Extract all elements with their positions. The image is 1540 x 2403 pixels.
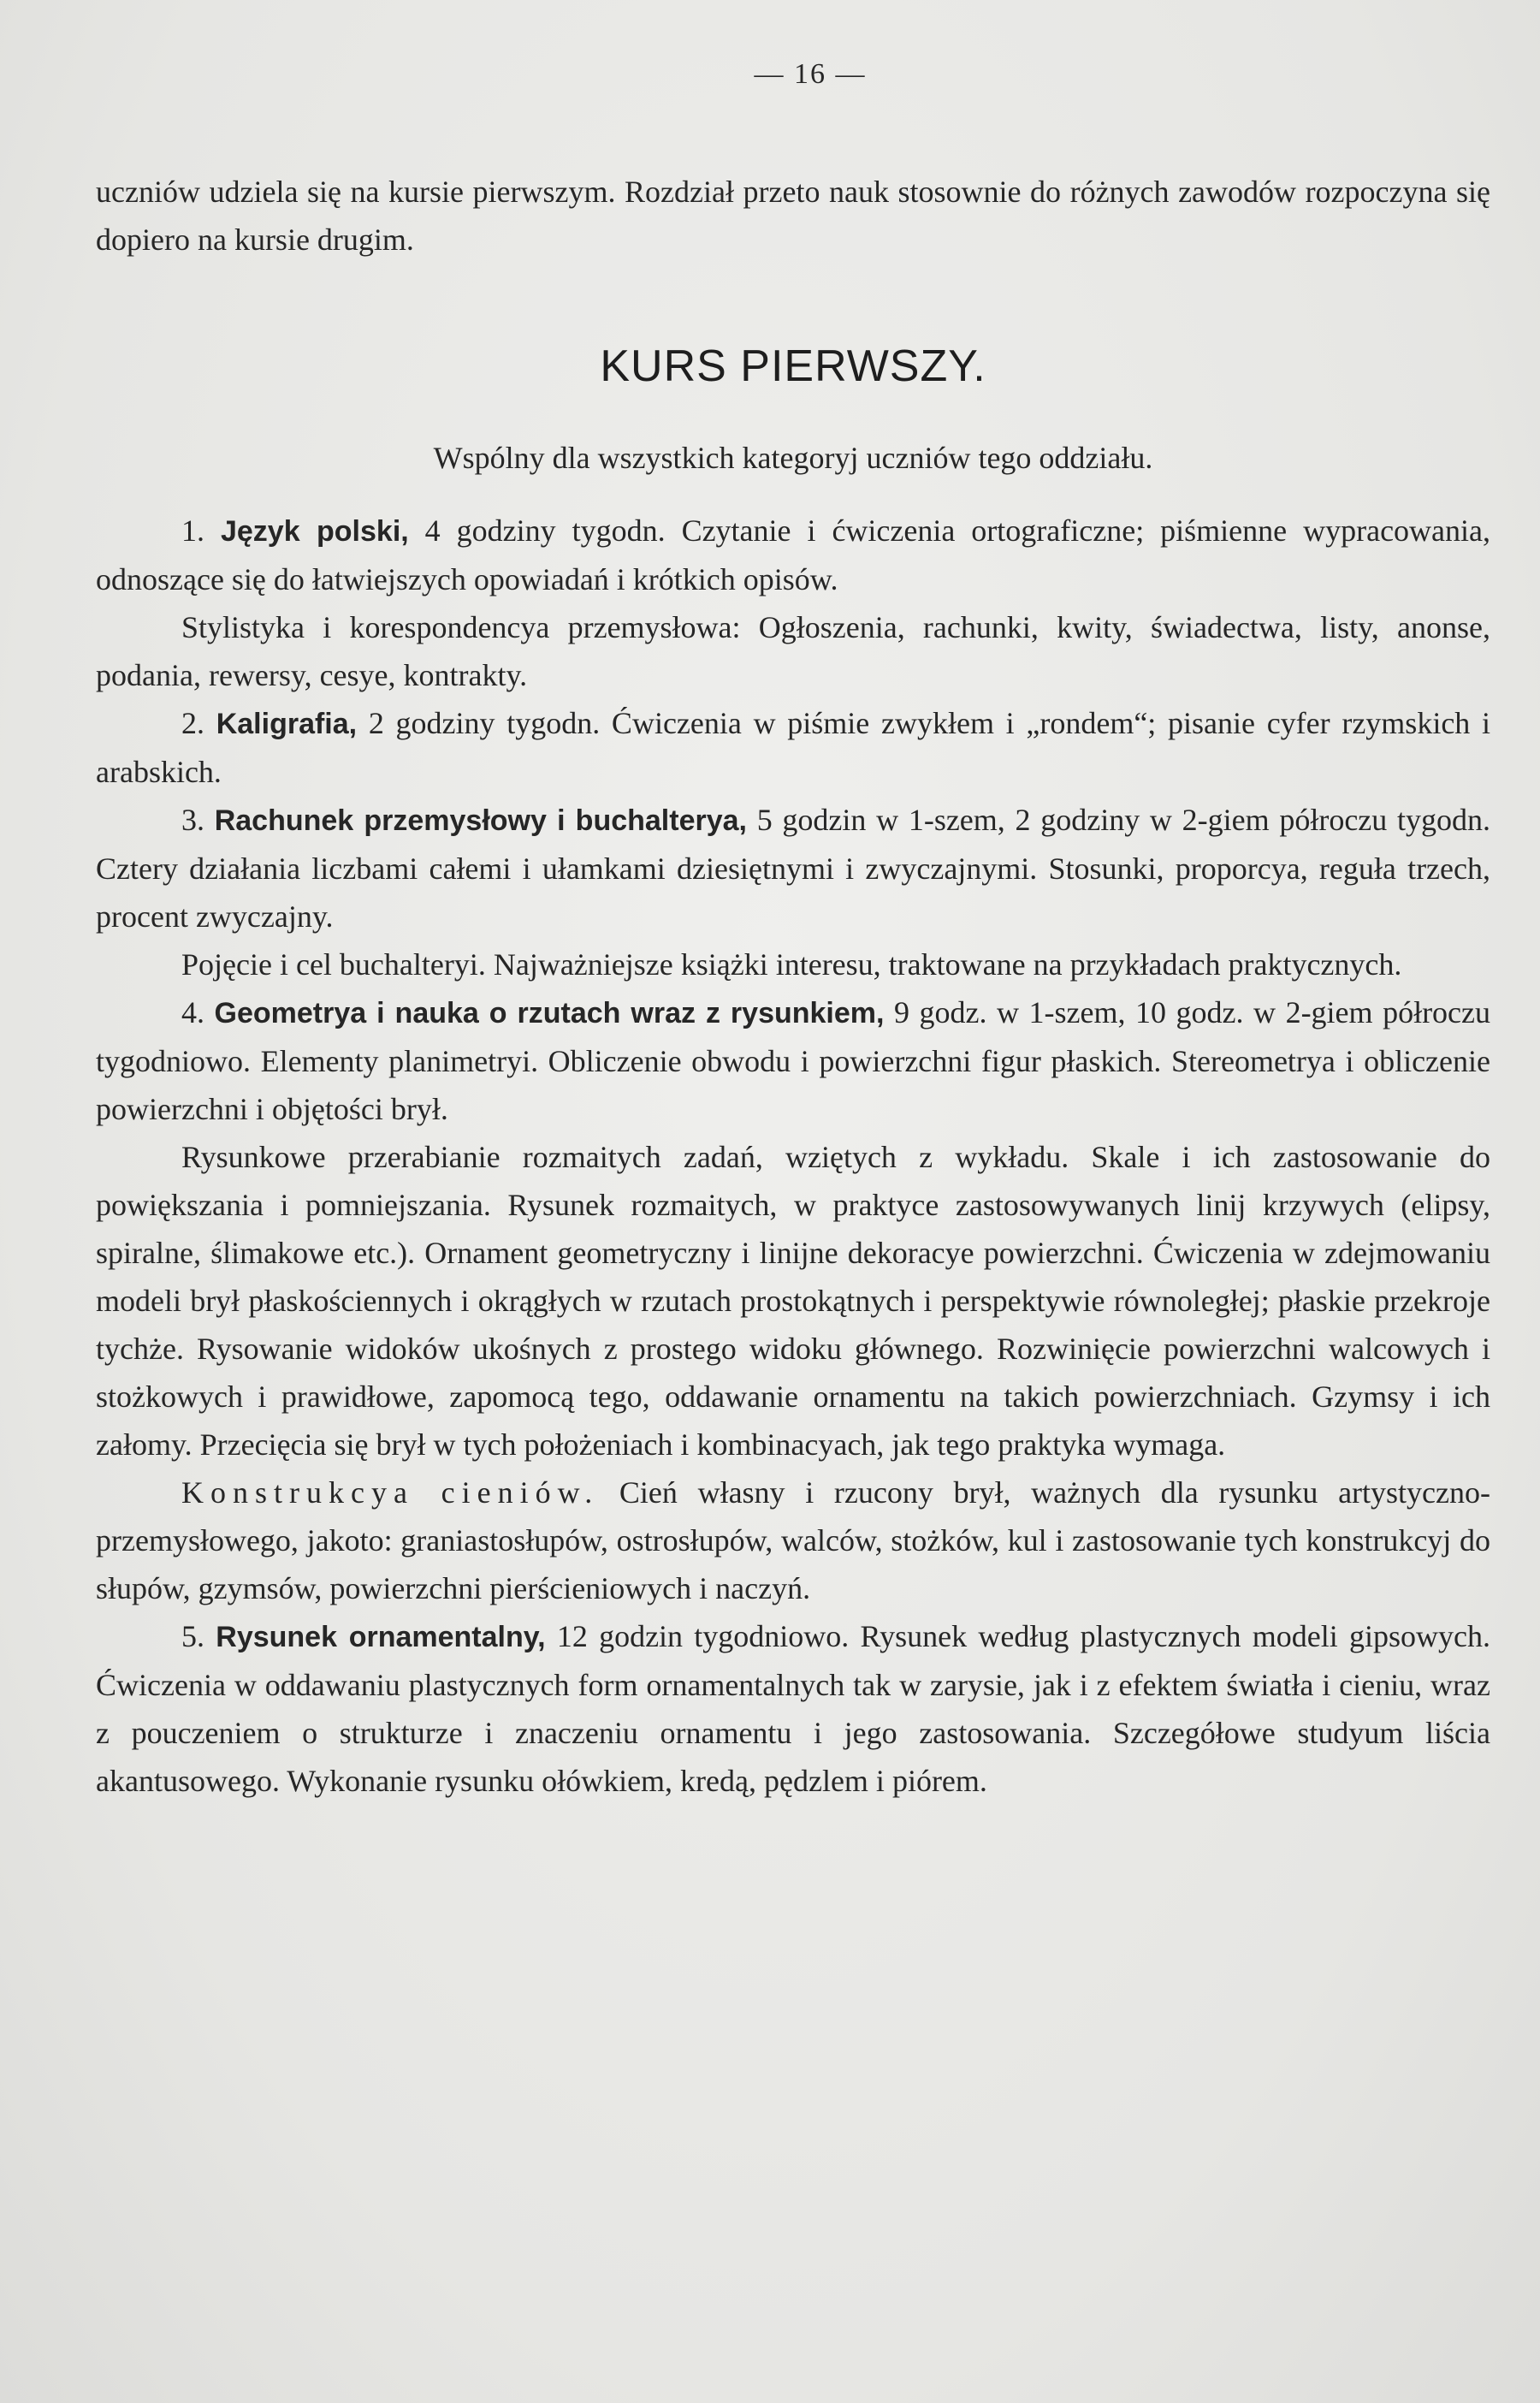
item-text: 9 godz. w 1-szem, 10 godz. w 2-giem półroczu tygodniowo. Elementy planimetryi. Obliczenie obwodu i powierzchni figur płaskich. Stereometrya i obliczenie powierzchni i objętości brył. [96,995,1491,1126]
item-2 [96,699,1490,796]
item-number: 1. [181,513,204,548]
intro-paragraph: uczniów udziela się na kursie pierwszym. Rozdział przeto nauk stosownie do różnych zawodów rozpoczyna się dopiero na kursie drugim. [96,175,1490,257]
item-3 [96,796,1490,940]
item-number: 2. [181,706,204,740]
item-text: 12 godzin tygodniowo. Rysunek według plastycznych modeli gipsowych. Ćwiczenia w oddawaniu plastycznych form ornamentalnych tak w zarysie, jak i z efektem światła i cieniu, wraz z pouczeniem o strukturze i znaczeniu ornamentu i jego zastosowania. Szczegółowe studyum liścia akantusowego. Wykonanie rysunku ołówkiem, kredą, pędzlem i piórem. [96,1619,1491,1798]
section-subheading: Wspólny dla wszystkich kategoryj uczniów tego oddziału. [433,441,1153,475]
section-heading: KURS PIERWSZY. [600,341,986,391]
item-number: 4. [181,995,204,1029]
item-4 [96,988,1490,1133]
item-title: Rachunek przemysłowy i buchalterya, [214,804,747,837]
item-text: 4 godziny tygodn. Czytanie i ćwiczenia ortograficzne; piśmienne wypracowania, odnoszące się do łatwiejszych opowiadań i krótkich opisów. [96,513,1490,596]
item-4-continuation: Rysunkowe przerabianie rozmaitych zadań, wziętych z wykładu. Skale i ich zastosowanie do powiększania i pomniejszania. Rysunek rozmaitych, w praktyce zastosowywanych linij krzywych (elipsy, spiralne, ślimakowe etc.). Ornament geometryczny i linijne dekoracye powierzchni. Ćwiczenia w zdejmowaniu modeli brył płaskościennych i okrągłych w rzutach prostokątnych i perspektywie równoległej; płaskie przekroje tychże. Rysowanie widoków ukośnych z prostego widoku głównego. Rozwinięcie powierzchni walcowych i stożkowych i prawidłowe, zapomocą tego, oddawanie ornamentu na takich powierzchniach. Gzymsy i ich załomy. Przecięcia się brył w tych położeniach i kombinacyach, jak tego praktyka wymaga. [96,1140,1490,1462]
item-5 [96,1612,1490,1805]
item-text: 2 godziny tygodn. Ćwiczenia w piśmie zwykłem i „rondem“; pisanie cyfer rzymskich i arabskich. [96,706,1491,789]
item-3-continuation: Pojęcie i cel buchalteryi. Najważniejsze książki interesu, traktowane na przykładach praktycznych. [181,947,1402,982]
item-1-continuation: Stylistyka i korespondencya przemysłowa: Ogłoszenia, rachunki, kwity, świadectwa, listy, anonse, podania, rewersy, cesye, kontrakty. [96,610,1490,692]
shadow-construction-paragraph [96,1468,1490,1612]
item-number: 3. [181,803,204,837]
spaced-term: Konstrukcya cieniów. [181,1475,600,1510]
item-title: Rysunek ornamentalny, [216,1621,546,1653]
page-number: — 16 — [754,58,867,90]
item-1 [96,507,1490,603]
item-text: 5 godzin w 1-szem, 2 godziny w 2-giem półroczu tygodn. Cztery działania liczbami całemi i ułamkami dziesiętnymi i zwyczajnymi. Stosunki, proporcya, reguła trzech, procent zwyczajny. [96,803,1490,934]
item-title: Kaligrafia, [216,708,358,740]
paragraph-text: Cień własny i rzucony brył, ważnych dla rysunku artystyczno-przemysłowego, jakoto: graniastosłupów, ostrosłupów, walców, stożków, kul i zastosowanie tych konstrukcyj do słupów, gzymsów, powierzchni pierścieniowych i naczyń. [96,1475,1490,1605]
item-title: Język polski, [220,515,409,548]
item-title: Geometrya i nauka o rzutach wraz z rysunkiem, [214,997,885,1029]
item-number: 5. [181,1619,204,1653]
